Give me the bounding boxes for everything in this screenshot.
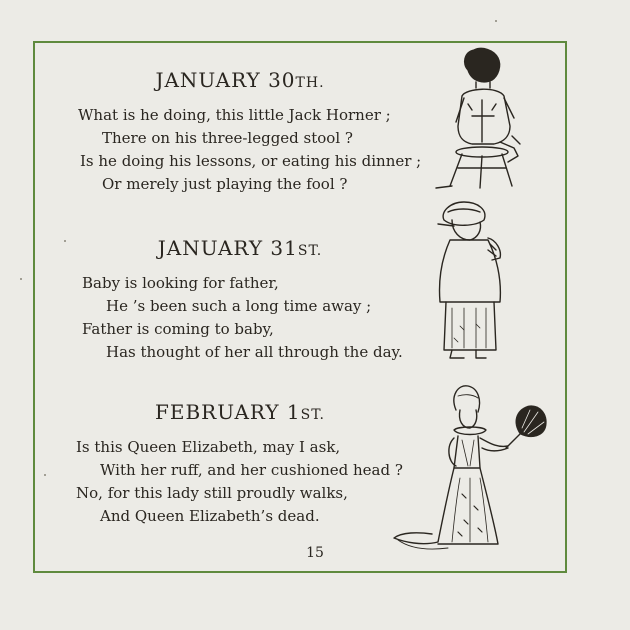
- poem-line: Father is coming to baby,: [82, 320, 274, 338]
- poem-line: Is he doing his lessons, or eating his dinner ;: [80, 152, 422, 170]
- poem-line: Baby is looking for father,: [82, 274, 279, 292]
- poem-title: JANUARY 30TH.: [155, 68, 325, 92]
- poem-line: Or merely just playing the fool ?: [102, 175, 348, 193]
- poem-line: Has thought of her all through the day.: [106, 343, 403, 361]
- poem-line: He ’s been such a long time away ;: [106, 297, 372, 315]
- paper-speck: [64, 240, 66, 242]
- page-number: 15: [306, 545, 324, 561]
- poem-title: FEBRUARY 1ST.: [155, 400, 325, 424]
- poem-line: With her ruff, and her cushioned head ?: [100, 461, 403, 479]
- girl-in-bonnet-illustration: [430, 198, 512, 364]
- poem-january-31: [60, 236, 420, 364]
- poem-line: What is he doing, this little Jack Horner ;: [78, 106, 391, 124]
- poem-february-1: [60, 400, 420, 528]
- paper-speck: [44, 474, 46, 476]
- poem-line: No, for this lady still proudly walks,: [76, 484, 348, 502]
- poem-line: Is this Queen Elizabeth, may I ask,: [76, 438, 341, 456]
- lady-with-fan-illustration: [392, 382, 552, 556]
- boy-on-stool-illustration: [432, 44, 524, 190]
- poem-line: There on his three-legged stool ?: [102, 129, 353, 147]
- paper-speck: [495, 20, 497, 22]
- poem-january-30: [60, 68, 420, 196]
- paper-speck: [20, 278, 22, 280]
- poem-title: JANUARY 31ST.: [157, 236, 323, 260]
- poem-line: And Queen Elizabeth’s dead.: [100, 507, 320, 525]
